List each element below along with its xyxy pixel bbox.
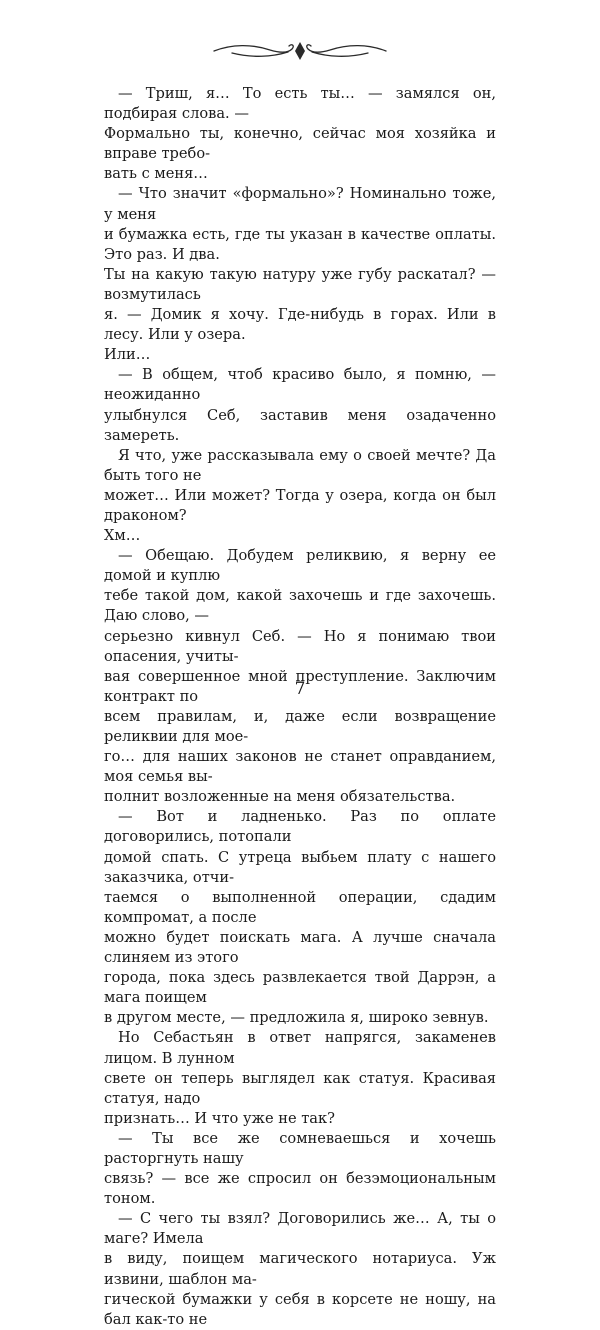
paragraph: Я что, уже рассказывала ему о своей мечте? Да быть того не может… Или может? Тогда у озера, когда он был драконом? Хм…: [104, 446, 496, 545]
paragraph: Но Себастьян в ответ напрягся, закаменев лицом. В лунном свете он теперь выглядел как статуя. Красивая статуя, надо признать… И что уже не так?: [104, 1029, 496, 1127]
paragraph: — В общем, чтоб красиво было, я помню, — неожиданно улыбнулся Себ, заставив меня озадаченно замереть.: [104, 366, 496, 444]
paragraph: — Ты все же сомневаешься и хочешь расторгнуть нашу связь? — все же спросил он безэмоциональным тоном.: [104, 1129, 496, 1208]
paragraph: — С чего ты взял? Договорились же… А, ты о маге? Имела в виду, поищем магического нотариуса. Уж извини, шаблон ма- гической бумажки у себя в корсете не ношу, на бал как-то не: [104, 1210, 496, 1328]
paragraph: — Вот и ладненько. Раз по оплате договорились, потопали домой спать. С утреца выбьем плату с нашего заказчика, отчи- таемся о выполненной операции, сдадим компромат, а после можно будет поискать мага. А лучше сначала слиняем из этого города, пока здесь развлекается твой Даррэн, а мага поищем в другом месте, — предложила я, широко зевнув.: [104, 808, 496, 1027]
page-body-text: [104, 84, 496, 1330]
page-number: 7: [294, 679, 306, 699]
paragraph: — Триш, я… То есть ты… — замялся он, подбирая слова. — Формально ты, конечно, сейчас моя хозяйка и вправе требо- вать с меня…: [104, 85, 496, 183]
paragraph: — Обещаю. Добудем реликвию, я верну ее домой и куплю тебе такой дом, какой захочешь и где захочешь. Даю слово, — серьезно кивнул Себ. — Но я понимаю твои опасения, учиты- вая совершенное мной преступление. Заключим контракт по всем правилам, и, даже если возвращение реликвии для мое- го… для наших законов не станет оправданием, моя семья вы- полнит возложенные на меня обязательства.: [104, 547, 496, 806]
flourish-divider-icon: [212, 38, 388, 64]
paragraph: — Что значит «формально»? Номинально тоже, у меня и бумажка есть, где ты указан в качестве оплаты. Это раз. И два. Ты на какую такую натуру уже губу раскатал? — возмутилась я. — Домик я хочу. Где-нибудь в горах. Или в лесу. Или у озера. Или…: [104, 185, 496, 364]
